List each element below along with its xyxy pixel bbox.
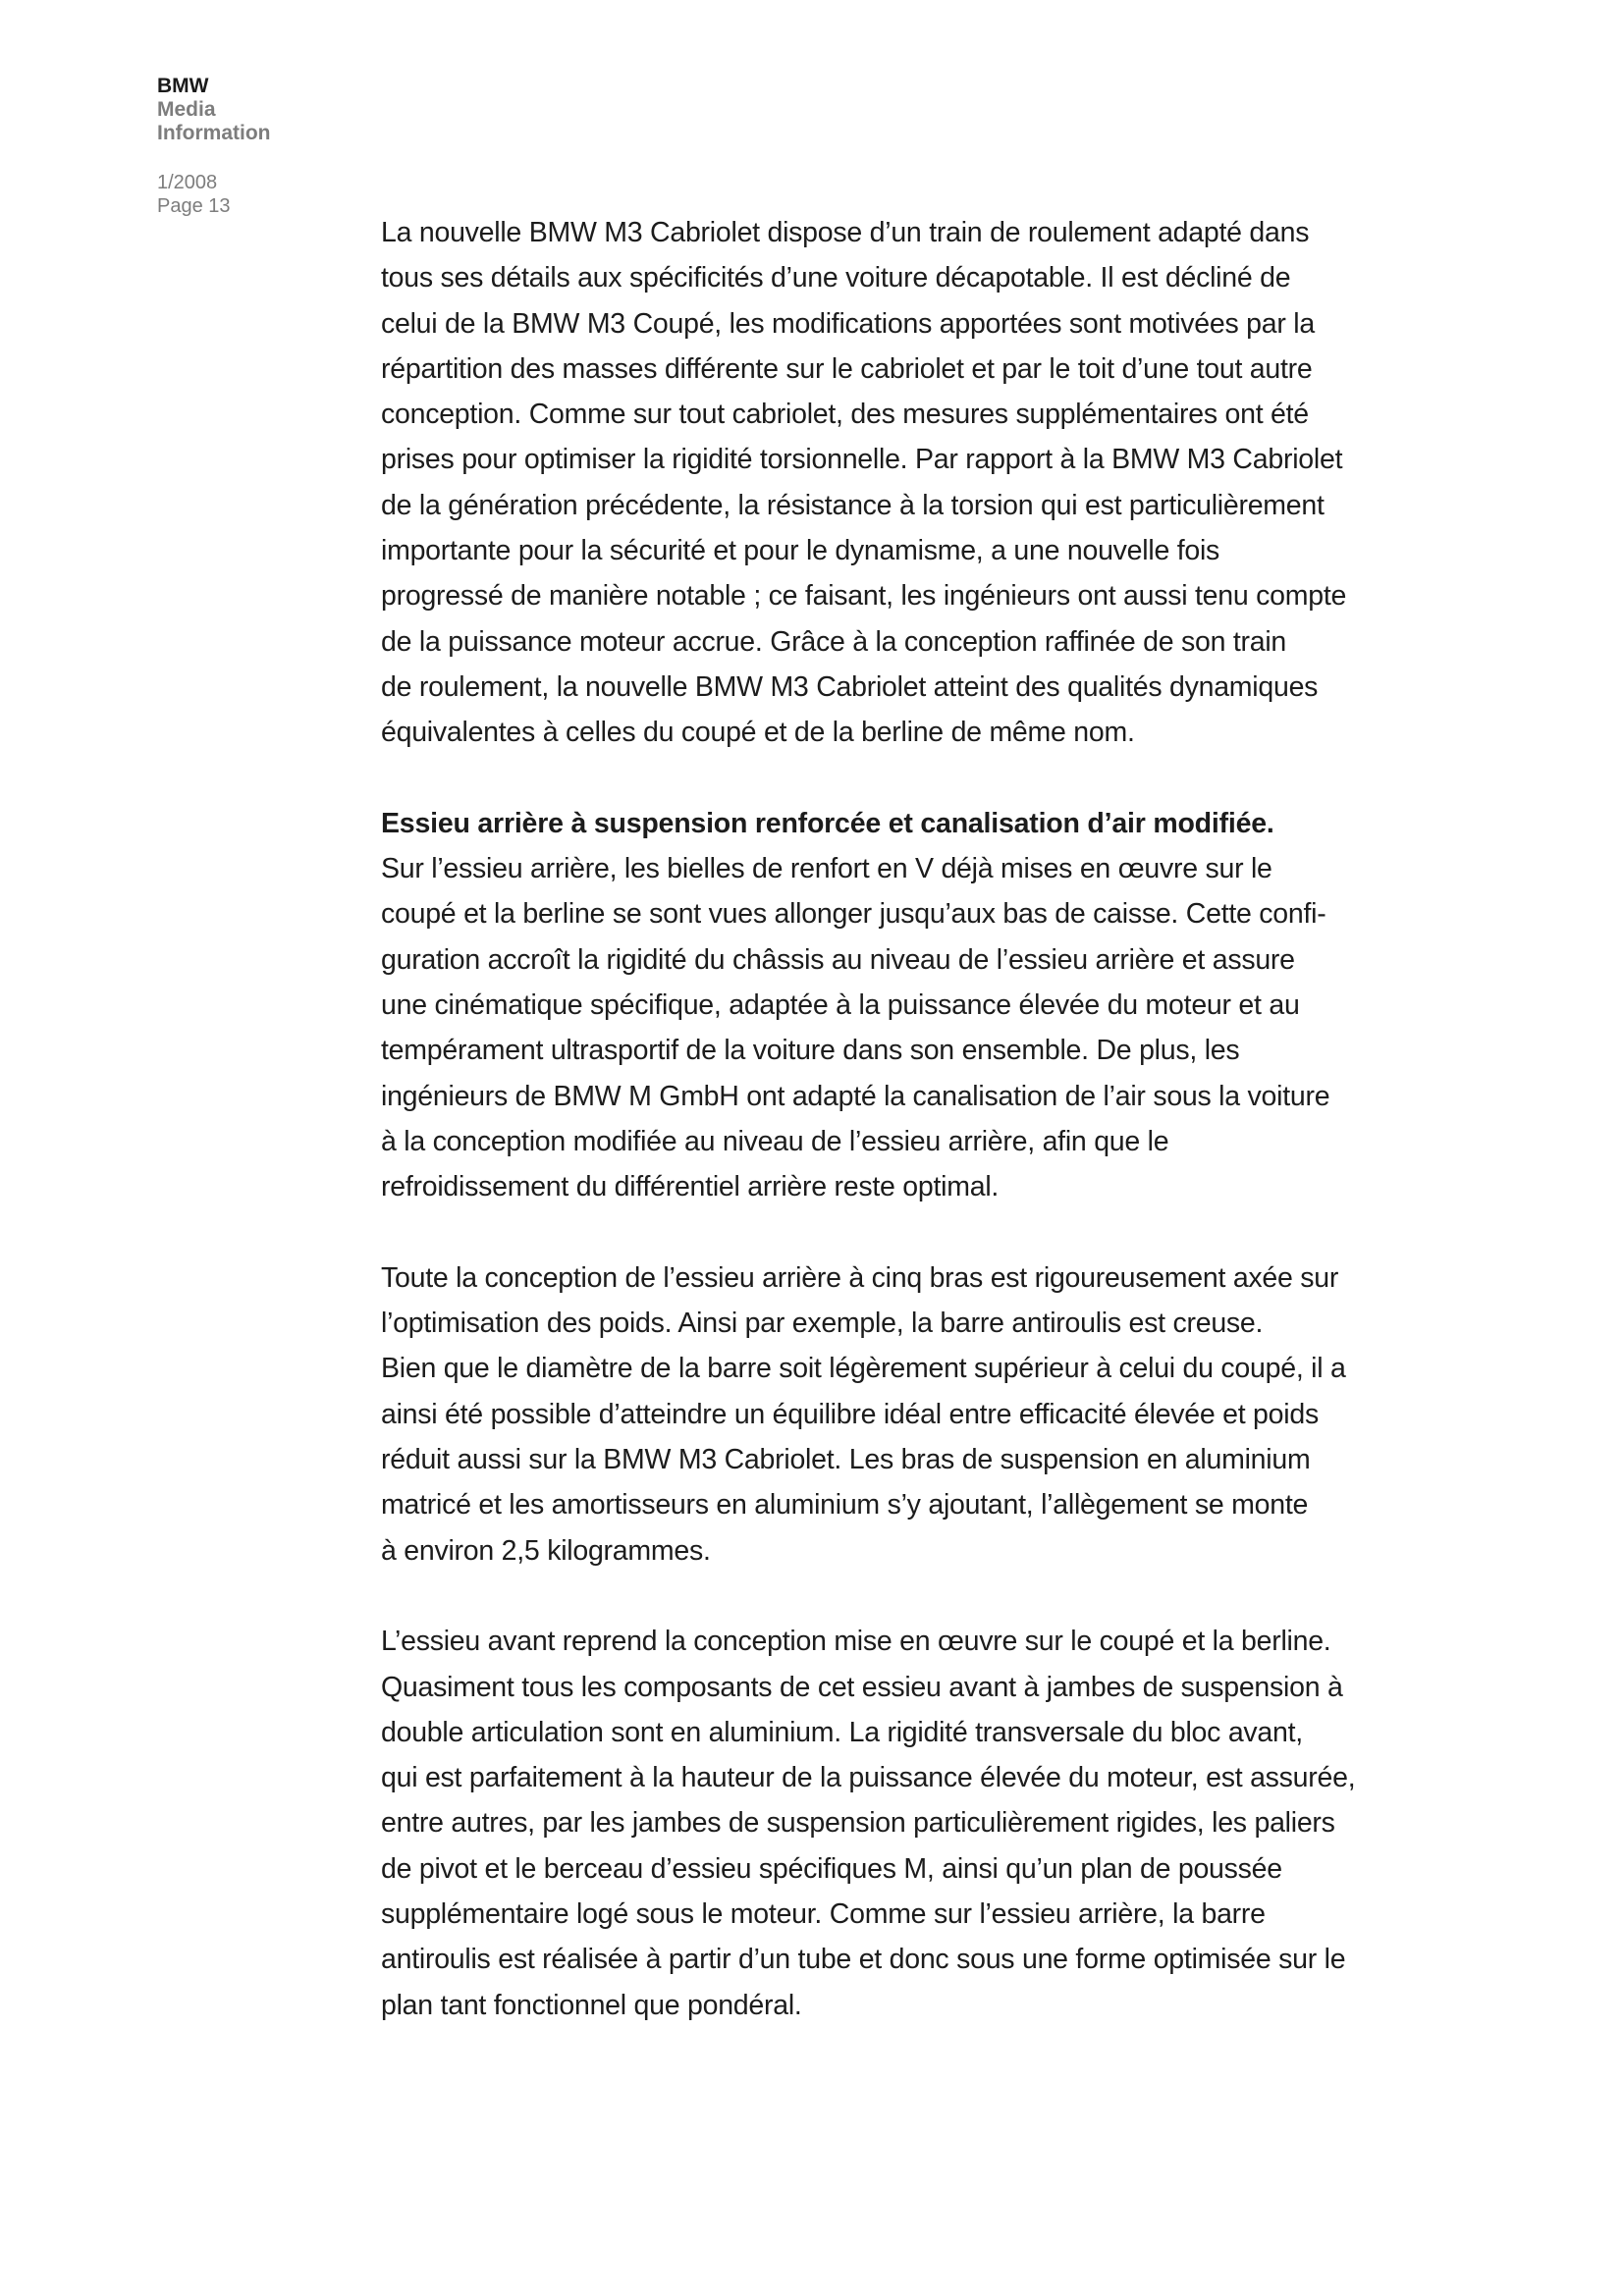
text-line: une cinématique spécifique, adaptée à la puissance élevée du moteur et au: [381, 989, 1300, 1022]
paragraph-gap: [381, 1210, 1441, 1255]
brand-subtitle-media: Media: [157, 98, 216, 121]
text-line: coupé et la berline se sont vues allonger jusqu’aux bas de caisse. Cette confi-: [381, 898, 1326, 931]
text-line: équivalentes à celles du coupé et de la berline de même nom.: [381, 717, 1135, 749]
text-line: matricé et les amortisseurs en aluminium s’y ajoutant, l’allègement se monte: [381, 1489, 1309, 1522]
paragraph-gap: [381, 756, 1441, 801]
text-line: antiroulis est réalisée à partir d’un tube et donc sous une forme optimisée sur le: [381, 1944, 1346, 1976]
text-line: L’essieu avant reprend la conception mise en œuvre sur le coupé et la berline.: [381, 1626, 1331, 1658]
text-line: Quasiment tous les composants de cet essieu avant à jambes de suspension à: [381, 1671, 1343, 1703]
text-line: conception. Comme sur tout cabriolet, des mesures supplémentaires ont été: [381, 399, 1309, 431]
brand-name: BMW: [157, 75, 209, 97]
text-line: Bien que le diamètre de la barre soit légèrement supérieur à celui du coupé, il a: [381, 1353, 1346, 1385]
paragraph: [381, 210, 1441, 756]
brand-subtitle-information: Information: [157, 122, 271, 144]
text-line: de la puissance moteur accrue. Grâce à la conception raffinée de son train: [381, 625, 1287, 658]
text-line: à la conception modifiée au niveau de l’essieu arrière, afin que le: [381, 1125, 1169, 1157]
issue-date: 1/2008: [157, 172, 218, 193]
text-line: qui est parfaitement à la hauteur de la puissance élevée du moteur, est assurée,: [381, 1762, 1356, 1794]
paragraph: [381, 801, 1441, 1210]
text-line: de pivot et le berceau d’essieu spécifiques M, ainsi qu’un plan de poussée: [381, 1852, 1282, 1885]
text-line: Sur l’essieu arrière, les bielles de renfort en V déjà mises en œuvre sur le: [381, 853, 1272, 885]
text-line: refroidissement du différentiel arrière reste optimal.: [381, 1171, 1000, 1203]
text-line: tous ses détails aux spécificités d’une voiture décapotable. Il est décliné de: [381, 262, 1291, 294]
text-line: ingénieurs de BMW M GmbH ont adapté la canalisation de l’air sous la voiture: [381, 1080, 1330, 1112]
text-line: de roulement, la nouvelle BMW M3 Cabriolet atteint des qualités dynamiques: [381, 670, 1319, 703]
text-line: réduit aussi sur la BMW M3 Cabriolet. Les bras de suspension en aluminium: [381, 1444, 1311, 1476]
text-line: guration accroît la rigidité du châssis au niveau de l’essieu arrière et assure: [381, 943, 1295, 976]
document-body: [381, 210, 1441, 2028]
text-line: entre autres, par les jambes de suspension particulièrement rigides, les paliers: [381, 1807, 1335, 1840]
text-line: progressé de manière notable ; ce faisant, les ingénieurs ont aussi tenu compte: [381, 580, 1347, 613]
text-line: supplémentaire logé sous le moteur. Comme sur l’essieu arrière, la barre: [381, 1897, 1266, 1930]
page-number: Page 13: [157, 195, 231, 217]
document-meta: [157, 171, 353, 218]
text-line: l’optimisation des poids. Ainsi par exemple, la barre antiroulis est creuse.: [381, 1308, 1264, 1340]
text-line: double articulation sont en aluminium. La rigidité transversale du bloc avant,: [381, 1716, 1303, 1748]
paragraph: [381, 1255, 1441, 1574]
text-line: tempérament ultrasportif de la voiture dans son ensemble. De plus, les: [381, 1035, 1240, 1067]
text-line: à environ 2,5 kilogrammes.: [381, 1534, 711, 1567]
text-line: de la génération précédente, la résistance à la torsion qui est particulièrement: [381, 489, 1325, 521]
text-line: prises pour optimiser la rigidité torsionnelle. Par rapport à la BMW M3 Cabriolet: [381, 444, 1343, 476]
text-line: celui de la BMW M3 Coupé, les modifications apportées sont motivées par la: [381, 307, 1315, 340]
masthead: [157, 75, 353, 218]
paragraph: [381, 1619, 1441, 2028]
text-line: répartition des masses différente sur le cabriolet et par le toit d’une tout autre: [381, 352, 1313, 385]
text-line: Toute la conception de l’essieu arrière à cinq bras est rigoureusement axée sur: [381, 1261, 1339, 1294]
paragraph-gap: [381, 1574, 1441, 1619]
text-line: ainsi été possible d’atteindre un équilibre idéal entre efficacité élevée et poids: [381, 1398, 1319, 1430]
text-line: plan tant fonctionnel que pondéral.: [381, 1989, 802, 2021]
text-line: La nouvelle BMW M3 Cabriolet dispose d’un train de roulement adapté dans: [381, 217, 1310, 248]
section-heading: Essieu arrière à suspension renforcée et canalisation d’air modifiée.: [381, 807, 1274, 839]
text-line: importante pour la sécurité et pour le dynamisme, a une nouvelle fois: [381, 535, 1220, 567]
